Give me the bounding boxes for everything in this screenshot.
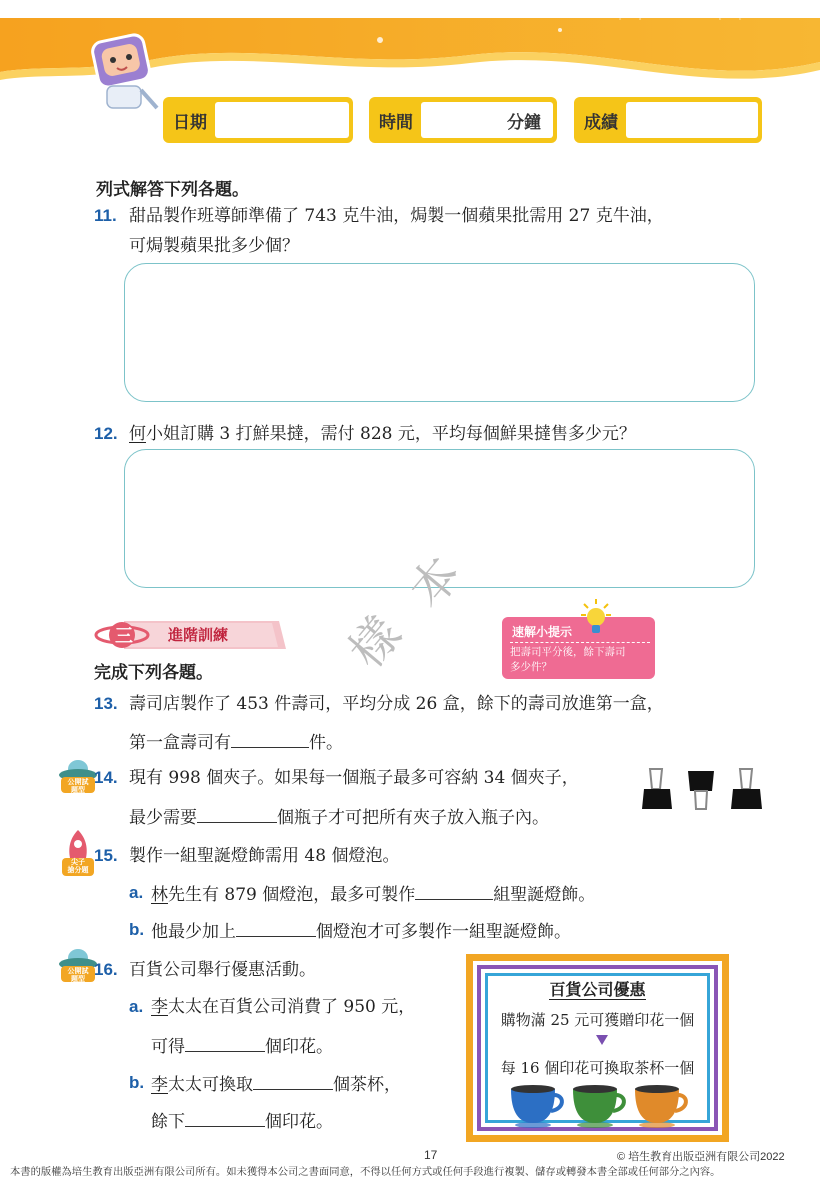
- q14-blank[interactable]: [197, 806, 277, 823]
- q14-badge-text: [58, 779, 98, 795]
- q13-line2a: 第一盒壽司有: [129, 733, 231, 753]
- q13-number: 13.: [94, 694, 118, 713]
- q15b-blank[interactable]: [236, 920, 316, 937]
- q15-badge-line2: 搶分題: [67, 867, 89, 874]
- q16-badge-text: [58, 968, 98, 984]
- q15-line1: 製作一組聖誕燈飾需用 48 個燈泡。: [129, 846, 400, 866]
- promo-line1: 購物滿 25 元可獲贈印花一個: [500, 1011, 695, 1029]
- q16a-blank[interactable]: [185, 1035, 265, 1052]
- tip-line1: 把壽司平分後，餘下壽司: [510, 646, 626, 658]
- down-arrow-icon: [596, 1035, 608, 1045]
- q16b-text2: [151, 1110, 333, 1132]
- q16a-text2a: 可得: [151, 1037, 185, 1057]
- astronaut-mascot-icon: [85, 30, 170, 115]
- section2-instruction: 完成下列各題。: [94, 663, 213, 682]
- q11-answer-box[interactable]: [124, 263, 755, 402]
- score-field: [574, 97, 762, 143]
- copyright-short: © 培生教育出版亞洲有限公司2022: [617, 1151, 785, 1163]
- q11-line1: 甜品製作班導師準備了 743 克牛油，焗製一個蘋果批需用 27 克牛油，: [129, 206, 664, 226]
- q16a-text1: [151, 997, 415, 1017]
- q16b-blank1[interactable]: [253, 1073, 333, 1090]
- q16b-text2a: 餘下: [151, 1112, 185, 1132]
- q15-number: 15.: [94, 846, 118, 865]
- teacup-icon: [511, 1085, 562, 1128]
- q15b-label: b.: [129, 920, 145, 939]
- q15a-text: [151, 883, 595, 905]
- q16b-text1a: 太太可換取: [168, 1075, 253, 1095]
- q14-badge-line2: 題型: [71, 787, 85, 794]
- q11-number: 11.: [94, 206, 117, 225]
- watermark-char-2: 本: [400, 547, 472, 619]
- q16b-text1: [151, 1073, 401, 1095]
- score-label: 成績: [584, 112, 618, 132]
- q16b-text2b: 個印花。: [265, 1112, 333, 1132]
- date-label: 日期: [173, 112, 207, 132]
- q16-line1: 百貨公司舉行優惠活動。: [129, 960, 316, 980]
- q12-body: 小姐訂購 3 打鮮果撻，需付 828 元，平均每個鮮果撻售多少元？: [146, 424, 636, 444]
- q15a-name: 林: [151, 885, 168, 905]
- binder-clips-icon: [640, 765, 770, 813]
- tip-divider: [510, 642, 650, 643]
- q13-blank[interactable]: [231, 731, 309, 748]
- q14-line1: 現有 998 個夾子。如果每一個瓶子最多可容納 34 個夾子，: [129, 768, 579, 788]
- q16-number: 16.: [94, 960, 118, 979]
- q16b-blank2[interactable]: [185, 1110, 265, 1127]
- q13-line1: 壽司店製作了 453 件壽司，平均分成 26 盒，餘下的壽司放進第一盒，: [129, 694, 664, 714]
- watermark-char-1: 樣: [340, 607, 412, 679]
- tip-title: 速解小提示: [512, 625, 573, 639]
- quick-tip-box: [502, 617, 655, 679]
- q15a-label: a.: [129, 883, 144, 902]
- q15-badge-line1: 尖子: [71, 859, 85, 866]
- promo-title-wrap: [473, 977, 722, 1000]
- q11-line2: 可焗製蘋果批多少個？: [129, 236, 299, 256]
- time-field: [369, 97, 557, 143]
- banner-numeral: 三: [115, 626, 133, 646]
- q16a-text2: [151, 1035, 333, 1057]
- q15a-text1: 先生有 879 個燈泡，最多可製作: [168, 885, 416, 905]
- q16a-label: a.: [129, 997, 144, 1016]
- q16-badge-line1: 公開試: [67, 968, 89, 975]
- tip-line2: 多少件？: [510, 661, 552, 673]
- q14-badge-line1: 公開試: [67, 779, 89, 786]
- q15b-text1: 他最少加上: [151, 922, 236, 942]
- q14-number: 14.: [94, 768, 118, 787]
- date-input[interactable]: [215, 102, 349, 138]
- q15b-text: [151, 920, 571, 942]
- q14-line2b: 個瓶子才可把所有夾子放入瓶子內。: [277, 808, 549, 828]
- page-number: 17: [424, 1148, 438, 1162]
- q15a-text2: 組聖誕燈飾。: [493, 885, 596, 905]
- lightbulb-icon: [580, 598, 612, 638]
- q16b-text1b: 個茶杯，: [333, 1075, 401, 1095]
- copyright-notice: 本書的版權為培生教育出版亞洲有限公司所有。如未獲得本公司之書面同意，不得以任何方式或任何手段進行複製、儲存或轉發本書全部或任何部分之內容。: [10, 1167, 721, 1178]
- banner-title: 進階訓練: [168, 627, 229, 644]
- q14-line2: [129, 806, 549, 828]
- time-label: 時間: [379, 112, 413, 132]
- teacups-icon: [509, 1083, 699, 1129]
- q14-line2a: 最少需要: [129, 808, 197, 828]
- q12-name: 何: [129, 424, 146, 444]
- minutes-label: 分鐘: [507, 112, 541, 132]
- q16b-label: b.: [129, 1073, 145, 1092]
- section1-instruction: 列式解答下列各題。: [96, 180, 249, 199]
- q12-number: 12.: [94, 424, 118, 443]
- date-field: [163, 97, 353, 143]
- promo-title: 百貨公司優惠: [549, 982, 646, 999]
- q15-badge-text: [60, 859, 96, 875]
- promotion-box: [466, 954, 729, 1142]
- time-input[interactable]: [421, 102, 553, 138]
- promo-line2: 每 16 個印花可換取茶杯一個: [500, 1059, 695, 1077]
- q15b-text2: 個燈泡才可多製作一組聖誕燈飾。: [316, 922, 571, 942]
- teacup-icon: [635, 1085, 686, 1128]
- score-input[interactable]: [626, 102, 758, 138]
- teacup-icon: [573, 1085, 624, 1128]
- q16b-name: 李: [151, 1075, 168, 1095]
- q12-text: [129, 424, 636, 444]
- q16a-body: 太太在百貨公司消費了 950 元，: [168, 997, 416, 1017]
- q16a-name: 李: [151, 997, 168, 1017]
- q16-badge-line2: 題型: [71, 976, 85, 983]
- q15a-blank[interactable]: [415, 883, 493, 900]
- q13-line2: [129, 731, 343, 753]
- q16a-text2b: 個印花。: [265, 1037, 333, 1057]
- q13-line2b: 件。: [309, 733, 343, 753]
